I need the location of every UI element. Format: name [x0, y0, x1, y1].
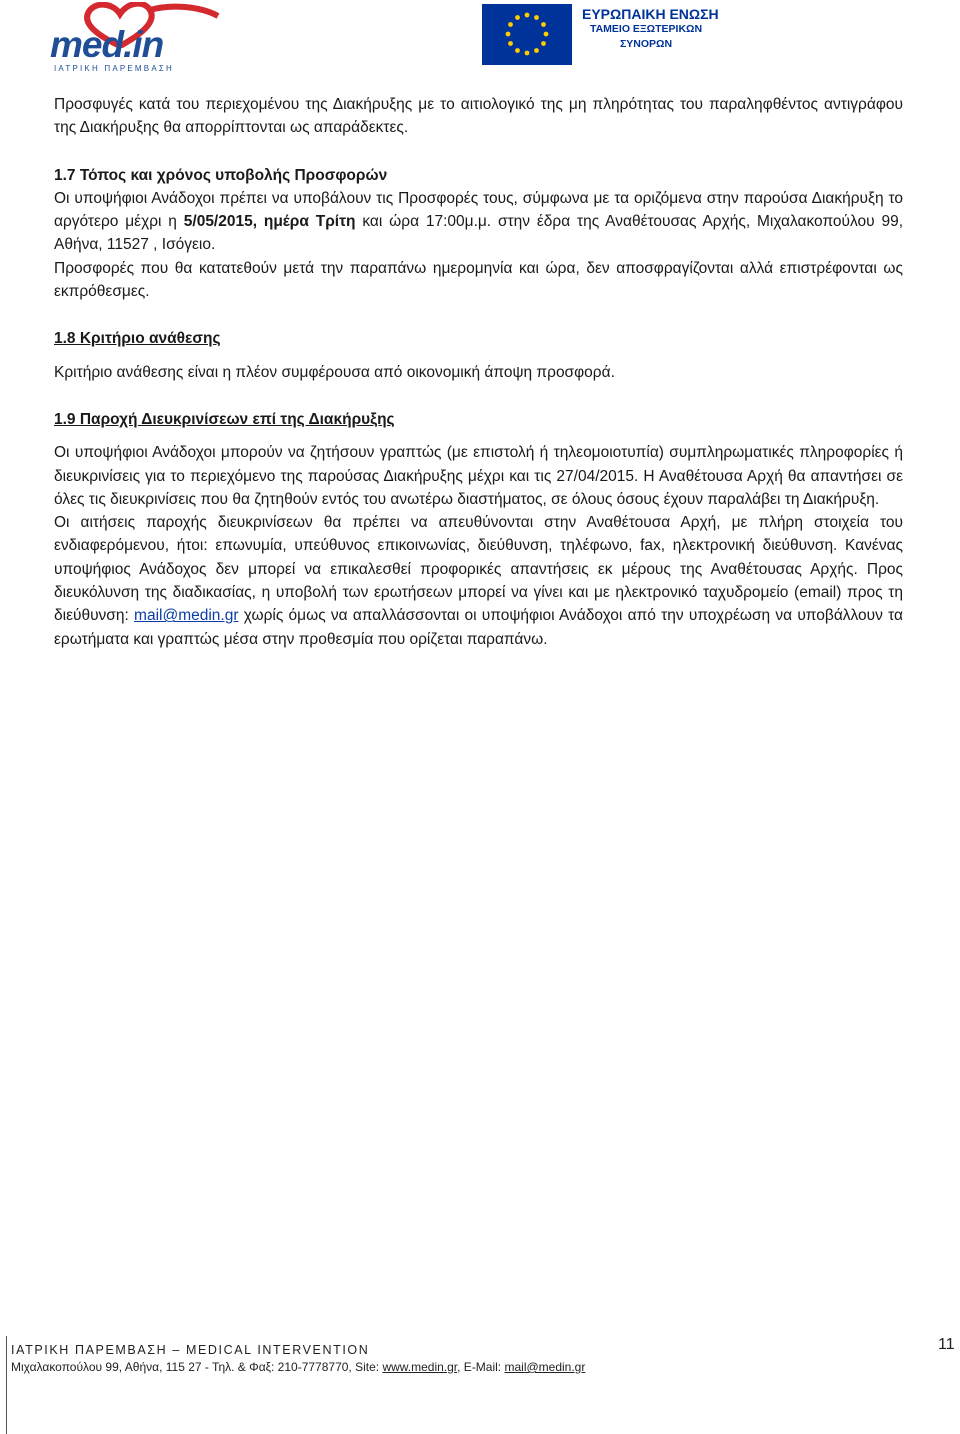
section-1-9-heading: 1.9 Παροχή Διευκρινίσεων επί της Διακήρυξης: [54, 410, 395, 428]
intro-paragraph: Προσφυγές κατά του περιεχομένου της Διακήρυξης με το αιτιολογικό της μη πληρότητας του παραληφθέντος αντιγράφου της Διακήρυξης θα απορρίπτονται ως απαράδεκτες.: [54, 96, 903, 137]
logo-text: med.in: [50, 24, 164, 65]
footer-contact: Μιχαλακοπούλου 99, Αθήνα, 115 27 - Τηλ. & Φαξ: 210-7778770, Site: www.medin.gr, E-Mail: mail@medin.gr: [11, 1360, 586, 1374]
page-footer: [0, 1336, 960, 1434]
section-1-9-paragraph-1: Οι υποψήφιοι Ανάδοχοι μπορούν να ζητήσουν γραπτώς (με επιστολή ή τηλεομοιοτυπία) συμπληρωματικές πληροφορίες ή διευκρινίσεις για το περιεχόμενο της παρούσας Διακήρυξης μέχρι και τις 27/04/2015. Η Αναθέτουσα Αρχή θα απαντήσει σε όλες τις διευκρινίσεις που θα ζητηθούν εντός του ανωτέρω διαστήματος, σε όλους όσους έχουν παραλάβει τη Διακήρυξη.: [54, 444, 903, 508]
section-1-7-heading: 1.7 Τόπος και χρόνος υποβολής Προσφορών: [54, 166, 388, 184]
footer-org-name: ΙΑΤΡΙΚΗ ΠΑΡΕΜΒΑΣΗ – MEDICAL INTERVENTION: [11, 1343, 370, 1357]
eu-flag-icon: [482, 4, 572, 65]
section-1-8-heading: 1.8 Κριτήριο ανάθεσης: [54, 330, 221, 348]
medin-logo: [50, 2, 215, 76]
footer-site-link[interactable]: www.medin.gr: [382, 1360, 458, 1374]
page-number: 11: [938, 1336, 955, 1353]
eu-title: ΕΥΡΩΠΑΙΚΗ ΕΝΩΣΗ: [582, 6, 719, 22]
email-link[interactable]: mail@medin.gr: [134, 607, 239, 625]
footer-email-link[interactable]: mail@medin.gr: [504, 1360, 586, 1374]
page-header: [0, 0, 960, 80]
section-1-7-paragraph-1: Οι υποψήφιοι Ανάδοχοι πρέπει να υποβάλουν τις Προσφορές τους, σύμφωνα με τα οριζόμενα στην παρούσα Διακήρυξη το αργότερο μέχρι η 5/05/2015, ημέρα Τρίτη και ώρα 17:00μ.μ. στην έδρα της Αναθέτουσας Αρχής, Μιχαλακοπούλου 99, Αθήνα, 11527 , Ισόγειο.: [54, 189, 904, 254]
logo-subtitle: ΙΑΤΡΙΚΗ ΠΑΡΕΜΒΑΣΗ: [54, 64, 174, 73]
deadline-date: 5/05/2015, ημέρα Τρίτη: [183, 213, 356, 231]
section-1-7-paragraph-2: Προσφορές που θα κατατεθούν μετά την παραπάνω ημερομηνία και ώρα, δεν αποσφραγίζονται αλλά επιστρέφονται ως εκπρόθεσμες.: [54, 259, 903, 301]
section-1-9-paragraph-2: Οι αιτήσεις παροχής διευκρινίσεων θα πρέπει να απευθύνονται στην Αναθέτουσα Αρχή, με πλήρη στοιχεία του ενδιαφερόμενου, ήτοι: επωνυμία, υπεύθυνος επικοινωνίας, διεύθυνση, τηλέφωνο, fax, ηλεκτρονική διεύθυνση. Κανένας υποψήφιος Ανάδοχος δεν μπορεί να επικαλεσθεί προφορικές απαντήσεις εκ μέρους της Αναθέτουσας Αρχής. Προς διευκόλυνση της διαδικασίας, η υποβολή των ερωτήσεων μπορεί να γίνει και με ηλεκτρονικό ταχυδρομείο (email) προς τη διεύθυνση: mail@medin.gr χωρίς όμως να απαλλάσσονται οι υποψήφιοι Ανάδοχοι από την υποχρέωση να υποβάλλουν τα ερωτήματα και γραπτώς μέσα στην προθεσμία που ορίζεται παραπάνω.: [54, 514, 903, 648]
eu-line-1: ΤΑΜΕΙΟ ΕΞΩΤΕΡΙΚΩΝ: [589, 23, 703, 35]
document-body: [54, 93, 903, 651]
section-1-8-paragraph: Κριτήριο ανάθεσης είναι η πλέον συμφέρουσα από οικονομική άποψη προσφορά.: [54, 363, 615, 381]
eu-line-2: ΣΥΝΟΡΩΝ: [619, 38, 673, 50]
eu-fund-label: [582, 6, 719, 52]
footer-divider: [6, 1336, 7, 1434]
